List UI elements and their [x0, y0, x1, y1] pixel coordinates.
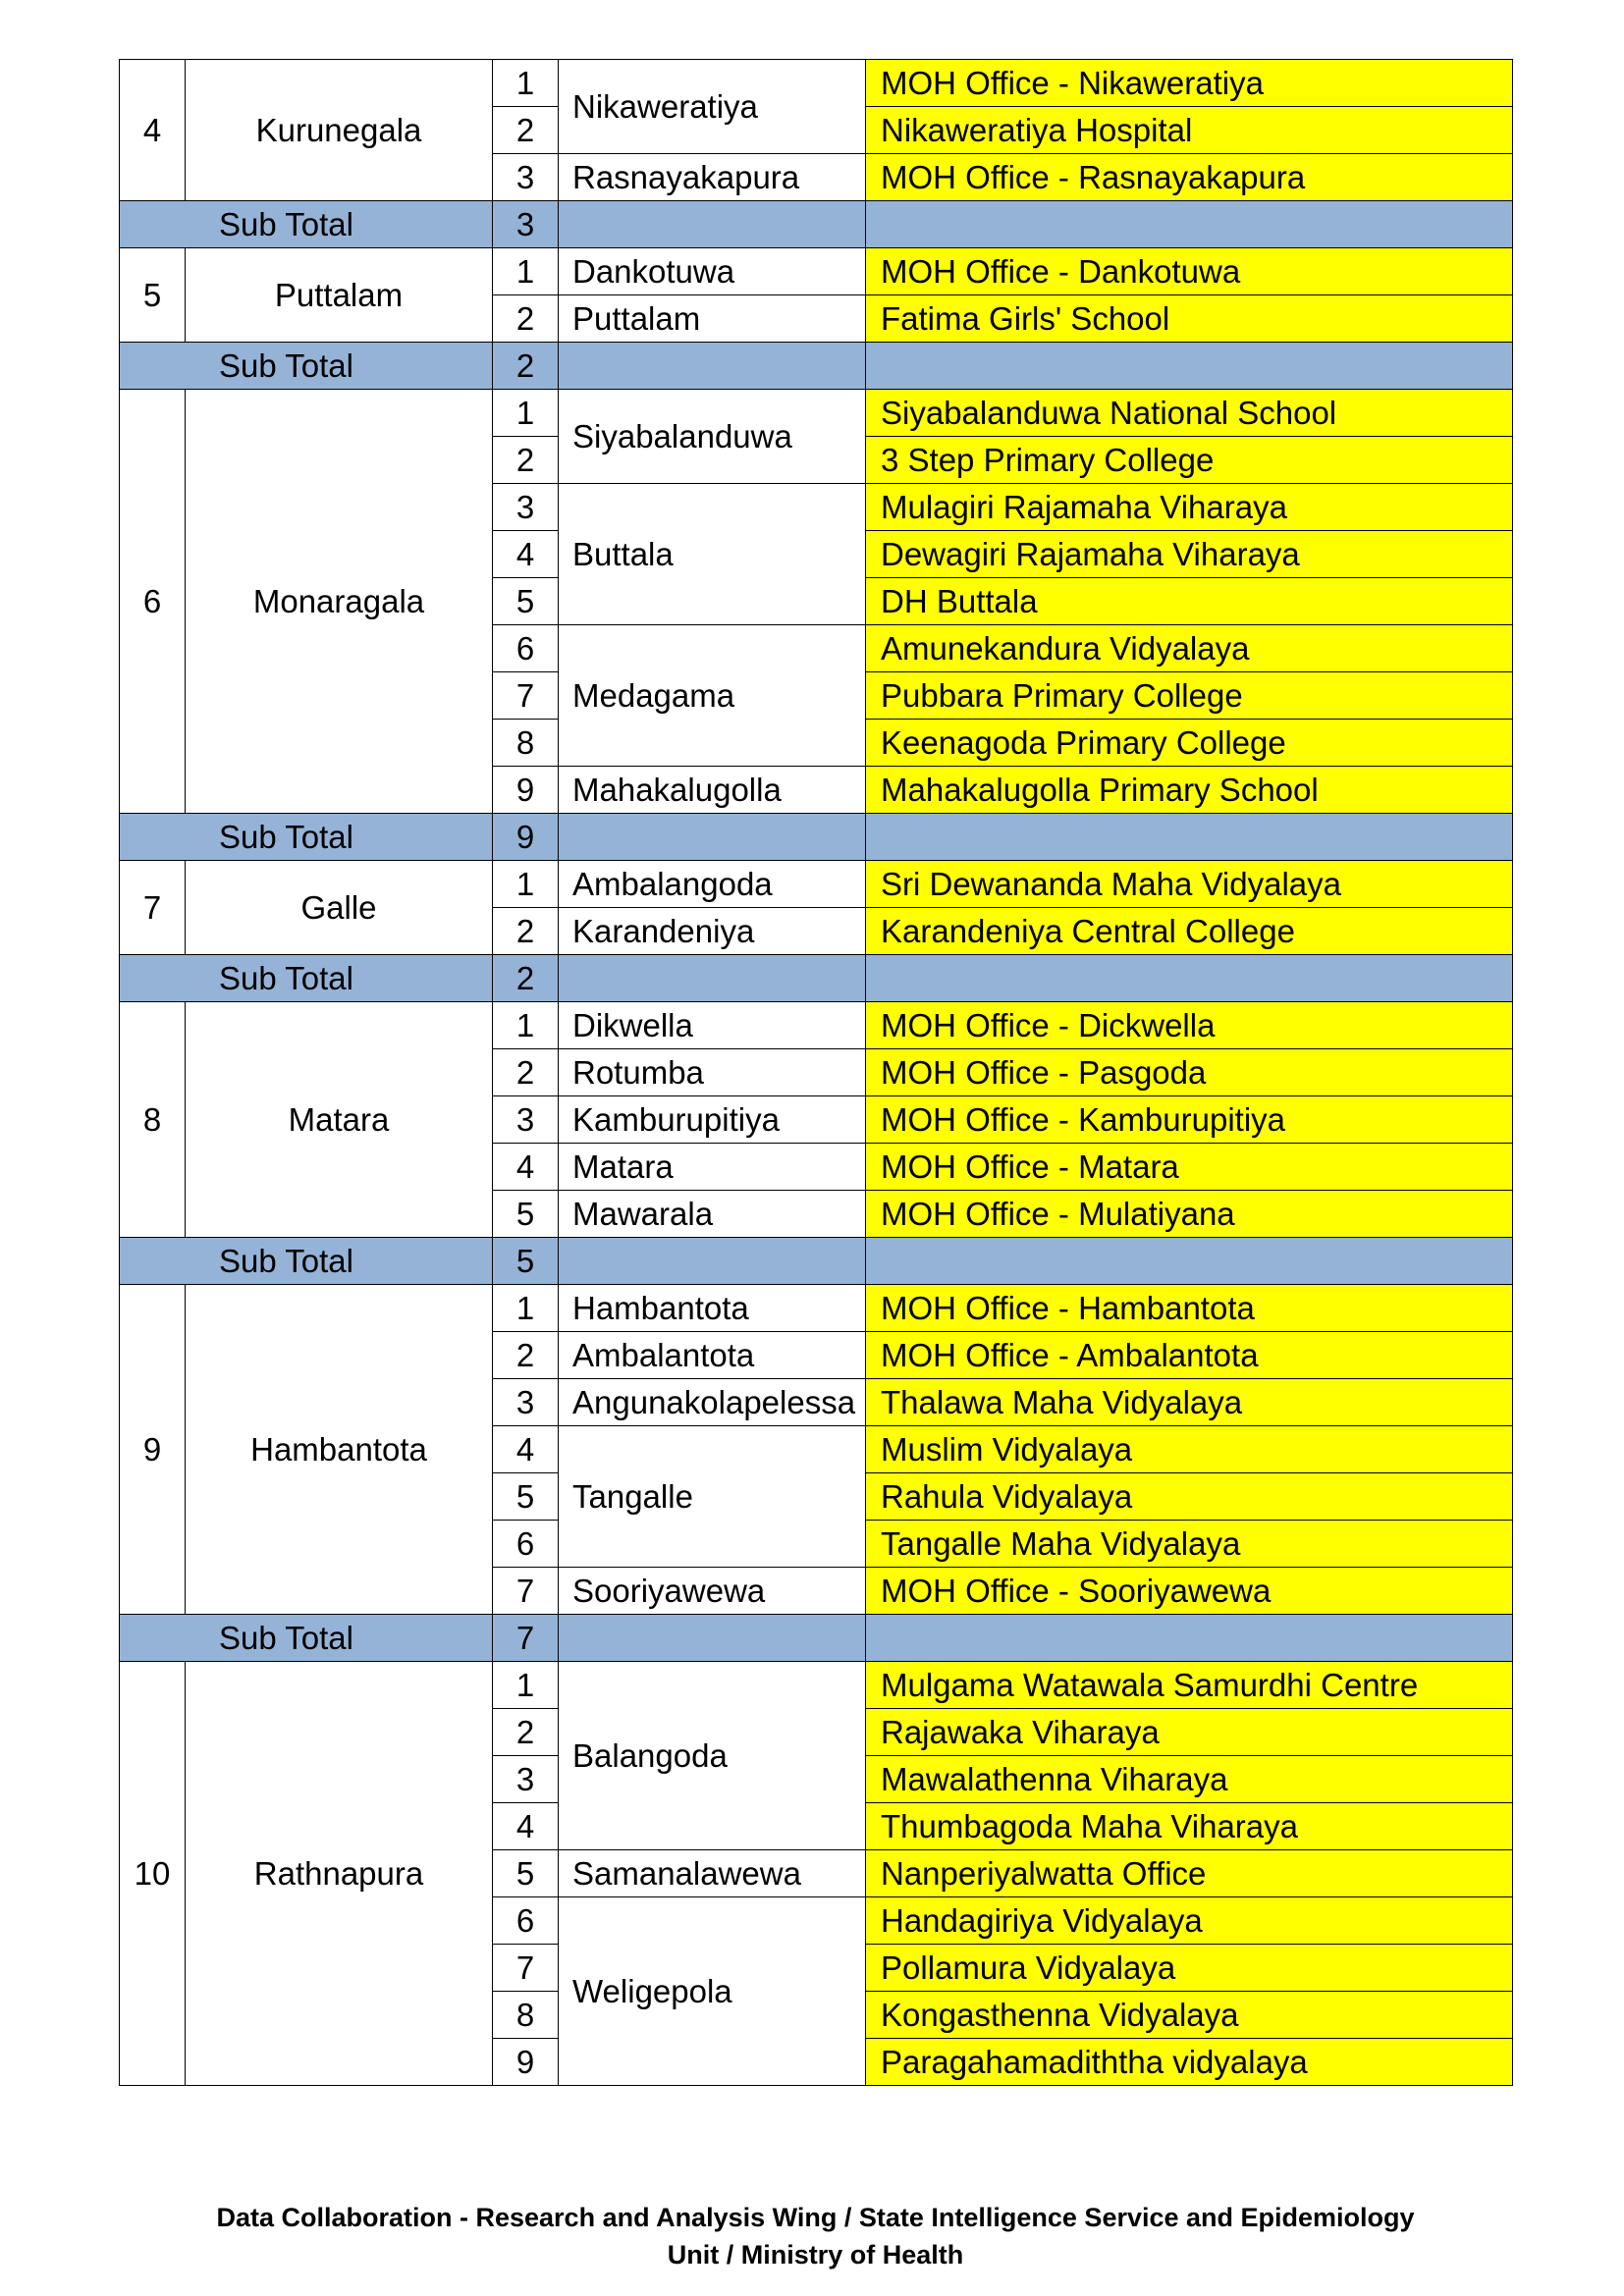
location-name: MOH Office - Nikaweratiya [866, 60, 1513, 107]
table-row [120, 861, 1513, 908]
serial-number: 9 [493, 767, 559, 814]
location-name: Nikaweratiya Hospital [866, 107, 1513, 154]
subtotal-empty-moh [559, 1238, 866, 1285]
location-name: MOH Office - Hambantota [866, 1285, 1513, 1332]
district-name: Matara [186, 1002, 493, 1238]
district-number: 9 [120, 1285, 186, 1615]
location-name: Karandeniya Central College [866, 908, 1513, 955]
district-number: 7 [120, 861, 186, 955]
moh-area: Hambantota [559, 1285, 866, 1332]
location-name: DH Buttala [866, 578, 1513, 625]
subtotal-label: Sub Total [120, 1238, 493, 1285]
location-name: Pubbara Primary College [866, 672, 1513, 720]
moh-area: Ambalangoda [559, 861, 866, 908]
subtotal-value: 9 [493, 814, 559, 861]
serial-number: 5 [493, 578, 559, 625]
location-name: MOH Office - Mulatiyana [866, 1191, 1513, 1238]
location-name: MOH Office - Ambalantota [866, 1332, 1513, 1379]
subtotal-value: 2 [493, 343, 559, 390]
district-name: Hambantota [186, 1285, 493, 1615]
location-name: MOH Office - Kamburupitiya [866, 1096, 1513, 1144]
location-name: Sri Dewananda Maha Vidyalaya [866, 861, 1513, 908]
moh-area: Angunakolapelessa [559, 1379, 866, 1426]
location-name: MOH Office - Matara [866, 1144, 1513, 1191]
moh-area: Puttalam [559, 295, 866, 343]
district-name: Galle [186, 861, 493, 955]
serial-number: 3 [493, 1379, 559, 1426]
serial-number: 2 [493, 1709, 559, 1756]
subtotal-empty-moh [559, 955, 866, 1002]
serial-number: 5 [493, 1191, 559, 1238]
serial-number: 7 [493, 1945, 559, 1992]
district-number: 5 [120, 248, 186, 343]
location-name: Kongasthenna Vidyalaya [866, 1992, 1513, 2039]
subtotal-value: 7 [493, 1615, 559, 1662]
moh-area: Kamburupitiya [559, 1096, 866, 1144]
subtotal-label: Sub Total [120, 1615, 493, 1662]
serial-number: 1 [493, 60, 559, 107]
moh-area: Tangalle [559, 1426, 866, 1568]
moh-area: Sooriyawewa [559, 1568, 866, 1615]
moh-area: Dikwella [559, 1002, 866, 1049]
table-row [120, 1002, 1513, 1049]
location-name: Rajawaka Viharaya [866, 1709, 1513, 1756]
subtotal-empty-location [866, 1238, 1513, 1285]
subtotal-value: 3 [493, 201, 559, 248]
location-name: Tangalle Maha Vidyalaya [866, 1521, 1513, 1568]
subtotal-empty-location [866, 814, 1513, 861]
district-number: 6 [120, 390, 186, 814]
location-name: Mulgama Watawala Samurdhi Centre [866, 1662, 1513, 1709]
location-name: Handagiriya Vidyalaya [866, 1897, 1513, 1945]
serial-number: 8 [493, 720, 559, 767]
subtotal-empty-location [866, 1615, 1513, 1662]
district-number: 8 [120, 1002, 186, 1238]
subtotal-empty-moh [559, 343, 866, 390]
serial-number: 4 [493, 1426, 559, 1473]
moh-area: Dankotuwa [559, 248, 866, 295]
location-name: Muslim Vidyalaya [866, 1426, 1513, 1473]
serial-number: 4 [493, 1144, 559, 1191]
serial-number: 2 [493, 295, 559, 343]
serial-number: 3 [493, 1756, 559, 1803]
moh-area: Rasnayakapura [559, 154, 866, 201]
footer-line-2: Unit / Ministry of Health [667, 2240, 964, 2269]
table-row [120, 248, 1513, 295]
district-name: Monaragala [186, 390, 493, 814]
moh-area: Medagama [559, 625, 866, 767]
serial-number: 7 [493, 672, 559, 720]
serial-number: 2 [493, 107, 559, 154]
location-name: Mulagiri Rajamaha Viharaya [866, 484, 1513, 531]
district-name: Puttalam [186, 248, 493, 343]
location-name: MOH Office - Pasgoda [866, 1049, 1513, 1096]
serial-number: 3 [493, 154, 559, 201]
serial-number: 5 [493, 1850, 559, 1897]
location-name: 3 Step Primary College [866, 437, 1513, 484]
district-name: Kurunegala [186, 60, 493, 201]
subtotal-value: 5 [493, 1238, 559, 1285]
table-row [120, 1285, 1513, 1332]
moh-area: Weligepola [559, 1897, 866, 2086]
subtotal-empty-moh [559, 201, 866, 248]
serial-number: 1 [493, 861, 559, 908]
centres-table [119, 59, 1513, 2086]
serial-number: 4 [493, 531, 559, 578]
moh-area: Rotumba [559, 1049, 866, 1096]
subtotal-value: 2 [493, 955, 559, 1002]
serial-number: 3 [493, 1096, 559, 1144]
district-number: 10 [120, 1662, 186, 2086]
location-name: Dewagiri Rajamaha Viharaya [866, 531, 1513, 578]
moh-area: Mawarala [559, 1191, 866, 1238]
subtotal-row [120, 1238, 1513, 1285]
serial-number: 8 [493, 1992, 559, 2039]
location-name: Paragahamadiththa vidyalaya [866, 2039, 1513, 2086]
moh-area: Matara [559, 1144, 866, 1191]
serial-number: 4 [493, 1803, 559, 1850]
location-name: Nanperiyalwatta Office [866, 1850, 1513, 1897]
moh-area: Balangoda [559, 1662, 866, 1850]
location-name: MOH Office - Dickwella [866, 1002, 1513, 1049]
serial-number: 1 [493, 390, 559, 437]
subtotal-row [120, 955, 1513, 1002]
serial-number: 1 [493, 1662, 559, 1709]
serial-number: 3 [493, 484, 559, 531]
location-name: Rahula Vidyalaya [866, 1473, 1513, 1521]
district-name: Rathnapura [186, 1662, 493, 2086]
serial-number: 1 [493, 1285, 559, 1332]
location-name: Amunekandura Vidyalaya [866, 625, 1513, 672]
table-row [120, 1662, 1513, 1709]
footer-line-1: Data Collaboration - Research and Analysis Wing / State Intelligence Service and Epidemiology [216, 2203, 1415, 2232]
location-name: Thalawa Maha Vidyalaya [866, 1379, 1513, 1426]
moh-area: Karandeniya [559, 908, 866, 955]
location-name: Pollamura Vidyalaya [866, 1945, 1513, 1992]
moh-area: Samanalawewa [559, 1850, 866, 1897]
serial-number: 6 [493, 1897, 559, 1945]
footer [119, 2199, 1512, 2273]
subtotal-row [120, 814, 1513, 861]
location-name: Mahakalugolla Primary School [866, 767, 1513, 814]
subtotal-empty-location [866, 343, 1513, 390]
subtotal-row [120, 201, 1513, 248]
serial-number: 1 [493, 1002, 559, 1049]
moh-area: Buttala [559, 484, 866, 625]
location-name: Thumbagoda Maha Viharaya [866, 1803, 1513, 1850]
subtotal-label: Sub Total [120, 814, 493, 861]
serial-number: 2 [493, 437, 559, 484]
moh-area: Siyabalanduwa [559, 390, 866, 484]
location-name: MOH Office - Sooriyawewa [866, 1568, 1513, 1615]
moh-area: Ambalantota [559, 1332, 866, 1379]
serial-number: 9 [493, 2039, 559, 2086]
subtotal-empty-location [866, 955, 1513, 1002]
location-name: Mawalathenna Viharaya [866, 1756, 1513, 1803]
subtotal-label: Sub Total [120, 201, 493, 248]
serial-number: 2 [493, 1049, 559, 1096]
location-name: MOH Office - Rasnayakapura [866, 154, 1513, 201]
serial-number: 2 [493, 908, 559, 955]
district-number: 4 [120, 60, 186, 201]
subtotal-empty-moh [559, 814, 866, 861]
subtotal-label: Sub Total [120, 343, 493, 390]
table-row [120, 60, 1513, 107]
location-name: MOH Office - Dankotuwa [866, 248, 1513, 295]
location-name: Fatima Girls' School [866, 295, 1513, 343]
subtotal-row [120, 1615, 1513, 1662]
serial-number: 2 [493, 1332, 559, 1379]
table-row [120, 390, 1513, 437]
moh-area: Mahakalugolla [559, 767, 866, 814]
subtotal-row [120, 343, 1513, 390]
moh-area: Nikaweratiya [559, 60, 866, 154]
location-name: Keenagoda Primary College [866, 720, 1513, 767]
serial-number: 6 [493, 1521, 559, 1568]
serial-number: 7 [493, 1568, 559, 1615]
subtotal-empty-moh [559, 1615, 866, 1662]
serial-number: 5 [493, 1473, 559, 1521]
serial-number: 1 [493, 248, 559, 295]
subtotal-label: Sub Total [120, 955, 493, 1002]
location-name: Siyabalanduwa National School [866, 390, 1513, 437]
subtotal-empty-location [866, 201, 1513, 248]
serial-number: 6 [493, 625, 559, 672]
